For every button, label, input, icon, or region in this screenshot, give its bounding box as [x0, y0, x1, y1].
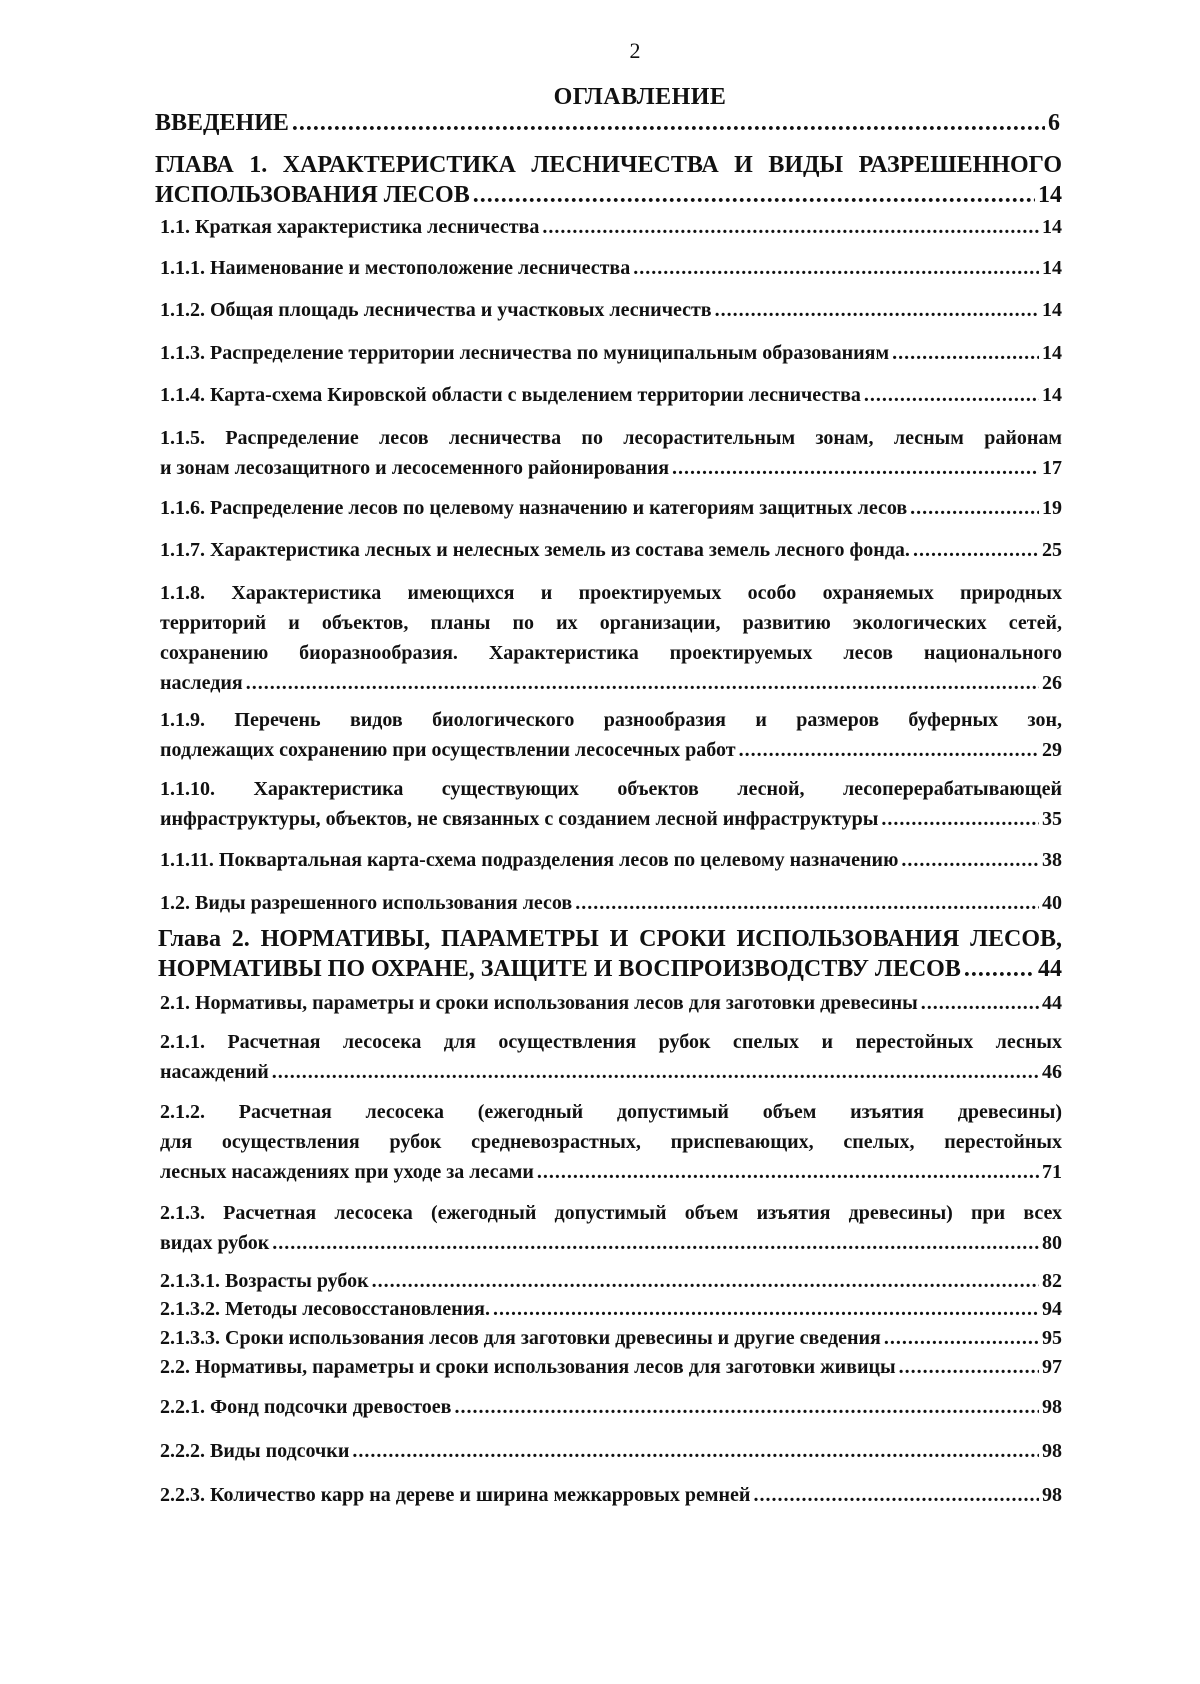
leader-dots	[884, 1323, 1039, 1353]
leader-dots	[864, 380, 1039, 410]
toc-entry-1-1-3[interactable]	[160, 338, 1062, 368]
toc-entry-title: 2.2.2. Виды подсочки	[160, 1440, 350, 1462]
toc-entry-chapter-2[interactable]	[158, 924, 1062, 984]
toc-entry-title: 2.2.3. Количество карр на дереве и ширина межкарровых ремней	[160, 1484, 751, 1506]
toc-entry-page: 95	[1042, 1327, 1062, 1349]
toc-entry-page: 14	[1038, 182, 1062, 208]
toc-entry-2-1-3-2[interactable]	[160, 1294, 1062, 1324]
leader-dots	[372, 1266, 1039, 1296]
toc-entry-line: для осуществления рубок средневозрастных, приспевающих, спелых, перестойных	[160, 1131, 1062, 1153]
toc-entry-2-2-3[interactable]	[160, 1480, 1062, 1510]
toc-entry-page: 26	[1042, 672, 1062, 694]
toc-entry-line: 2.1.2. Расчетная лесосека (ежегодный допустимый объем изъятия древесины)	[160, 1101, 1062, 1123]
toc-entry-title: 1.2. Виды разрешенного использования лесов	[160, 892, 573, 914]
leader-dots	[537, 1157, 1039, 1187]
leader-dots	[493, 1294, 1039, 1324]
toc-entry-line: 1.1.10. Характеристика существующих объектов лесной, лесоперерабатывающей	[160, 778, 1062, 800]
page-number: 2	[629, 38, 641, 63]
leader-dots	[454, 1392, 1039, 1422]
toc-entry-title: ВВЕДЕНИЕ	[155, 110, 289, 136]
toc-entry-2-1-3-3[interactable]	[160, 1323, 1062, 1353]
leader-dots	[892, 338, 1039, 368]
leader-dots	[542, 212, 1039, 242]
toc-entry-title: 1.1. Краткая характеристика лесничества	[160, 216, 540, 238]
toc-entry-2-1[interactable]	[160, 988, 1062, 1018]
toc-entry-page: 14	[1042, 216, 1062, 238]
leader-dots	[292, 108, 1045, 138]
toc-entry-2-1-2[interactable]	[160, 1097, 1062, 1187]
toc-entry-title: насаждений	[160, 1061, 269, 1083]
toc-entry-title: 1.1.6. Распределение лесов по целевому назначению и категориям защитных лесов	[160, 497, 908, 519]
toc-entry-1-1-7[interactable]	[160, 535, 1062, 565]
leader-dots	[352, 1436, 1039, 1466]
toc-entry-title: 1.1.2. Общая площадь лесничества и участковых лесничеств	[160, 299, 712, 321]
toc-entry-title: 1.1.4. Карта-схема Кировской области с выделением территории лесничества	[160, 384, 861, 406]
toc-entry-2-1-3[interactable]	[160, 1198, 1062, 1258]
toc-entry-title: 2.2. Нормативы, параметры и сроки использования лесов для заготовки живицы	[160, 1356, 896, 1378]
leader-dots	[881, 804, 1039, 834]
leader-dots	[575, 888, 1039, 918]
toc-entry-title: ИСПОЛЬЗОВАНИЯ ЛЕСОВ	[155, 182, 470, 208]
toc-entry-page: 19	[1042, 497, 1062, 519]
toc-entry-line: 1.1.9. Перечень видов биологического разнообразия и размеров буферных зон,	[160, 709, 1062, 731]
toc-entry-line: сохранению биоразнообразия. Характеристика проектируемых лесов национального	[160, 642, 1062, 664]
toc-entry-1-1-5[interactable]	[160, 423, 1062, 483]
leader-dots	[272, 1057, 1039, 1087]
toc-entry-chapter-1[interactable]	[155, 150, 1062, 210]
toc-entry-line: территорий и объектов, планы по их организации, развитию экологических сетей,	[160, 612, 1062, 634]
toc-entry-title: инфраструктуры, объектов, не связанных с созданием лесной инфраструктуры	[160, 808, 879, 830]
leader-dots	[672, 453, 1039, 483]
toc-entry-page: 71	[1042, 1161, 1062, 1183]
toc-entry-page: 46	[1042, 1061, 1062, 1083]
toc-entry-title: 2.1. Нормативы, параметры и сроки использования лесов для заготовки древесины	[160, 992, 918, 1014]
toc-entry-line: 1.1.5. Распределение лесов лесничества по лесорастительным зонам, лесным районам	[160, 427, 1062, 449]
leader-dots	[272, 1228, 1039, 1258]
toc-entry-1-1-4[interactable]	[160, 380, 1062, 410]
toc-entry-title: 1.1.7. Характеристика лесных и нелесных земель из состава земель лесного фонда.	[160, 539, 910, 561]
toc-entry-2-1-3-1[interactable]	[160, 1266, 1062, 1296]
toc-entry-page: 6	[1048, 110, 1060, 136]
toc-entry-line: Глава 2. НОРМАТИВЫ, ПАРАМЕТРЫ И СРОКИ ИСПОЛЬЗОВАНИЯ ЛЕСОВ,	[158, 926, 1062, 952]
toc-entry-title: НОРМАТИВЫ ПО ОХРАНЕ, ЗАЩИТЕ И ВОСПРОИЗВОДСТВУ ЛЕСОВ	[158, 956, 961, 982]
toc-entry-1-1-8[interactable]	[160, 578, 1062, 698]
toc-entry-page: 82	[1042, 1270, 1062, 1292]
toc-entry-1-1[interactable]	[160, 212, 1062, 242]
toc-entry-page: 29	[1042, 739, 1062, 761]
toc-title: ОГЛАВЛЕНИЕ	[553, 84, 727, 110]
leader-dots	[246, 668, 1039, 698]
leader-dots	[913, 535, 1039, 565]
leader-dots	[739, 735, 1039, 765]
toc-entry-2-2-1[interactable]	[160, 1392, 1062, 1422]
toc-entry-1-1-11[interactable]	[160, 845, 1062, 875]
leader-dots	[753, 1480, 1039, 1510]
leader-dots	[921, 988, 1039, 1018]
toc-entry-page: 35	[1042, 808, 1062, 830]
toc-entry-page: 38	[1042, 849, 1062, 871]
toc-entry-title: 2.1.3.2. Методы лесовосстановления.	[160, 1298, 490, 1320]
toc-entry-line: ГЛАВА 1. ХАРАКТЕРИСТИКА ЛЕСНИЧЕСТВА И ВИДЫ РАЗРЕШЕННОГО	[155, 152, 1062, 178]
toc-entry-line: 2.1.3. Расчетная лесосека (ежегодный допустимый объем изъятия древесины) при всех	[160, 1202, 1062, 1224]
toc-entry-page: 97	[1042, 1356, 1062, 1378]
toc-entry-1-1-1[interactable]	[160, 253, 1062, 283]
toc-entry-2-1-1[interactable]	[160, 1027, 1062, 1087]
toc-entry-1-1-9[interactable]	[160, 705, 1062, 765]
toc-entry-page: 80	[1042, 1232, 1062, 1254]
toc-entry-line: 1.1.8. Характеристика имеющихся и проектируемых особо охраняемых природных	[160, 582, 1062, 604]
toc-entry-page: 98	[1042, 1440, 1062, 1462]
toc-entry-page: 25	[1042, 539, 1062, 561]
toc-entry-title: видах рубок	[160, 1232, 270, 1254]
toc-entry-2-2-2[interactable]	[160, 1436, 1062, 1466]
toc-entry-page: 14	[1042, 342, 1062, 364]
toc-entry-page: 14	[1042, 384, 1062, 406]
toc-entry-title: подлежащих сохранению при осуществлении лесосечных работ	[160, 739, 736, 761]
leader-dots	[633, 253, 1039, 283]
toc-entry-page: 98	[1042, 1484, 1062, 1506]
toc-entry-title: и зонам лесозащитного и лесосеменного районирования	[160, 457, 670, 479]
toc-entry-2-2[interactable]	[160, 1352, 1062, 1382]
toc-entry-page: 17	[1042, 457, 1062, 479]
toc-entry-introduction[interactable]	[155, 108, 1060, 138]
toc-entry-title: 1.1.1. Наименование и местоположение лесничества	[160, 257, 631, 279]
leader-dots	[899, 1352, 1039, 1382]
toc-entry-title: 2.1.3.3. Сроки использования лесов для заготовки древесины и другие сведения	[160, 1327, 881, 1349]
toc-entry-title: 1.1.3. Распределение территории лесничества по муниципальным образованиям	[160, 342, 890, 364]
toc-entry-title: 2.2.1. Фонд подсочки древостоев	[160, 1396, 452, 1418]
toc-entry-1-1-10[interactable]	[160, 774, 1062, 834]
toc-entry-1-2[interactable]	[160, 888, 1062, 918]
toc-entry-page: 98	[1042, 1396, 1062, 1418]
toc-entry-1-1-2[interactable]	[160, 295, 1062, 325]
toc-entry-page: 40	[1042, 892, 1062, 914]
leader-dots	[473, 180, 1035, 210]
leader-dots	[715, 295, 1039, 325]
toc-entry-page: 14	[1042, 299, 1062, 321]
toc-entry-1-1-6[interactable]	[160, 493, 1062, 523]
leader-dots	[910, 493, 1039, 523]
toc-entry-page: 94	[1042, 1298, 1062, 1320]
toc-entry-line: 2.1.1. Расчетная лесосека для осуществления рубок спелых и перестойных лесных	[160, 1031, 1062, 1053]
toc-entry-title: лесных насаждениях при уходе за лесами	[160, 1161, 534, 1183]
toc-entry-page: 44	[1038, 956, 1062, 982]
toc-entry-title: 1.1.11. Поквартальная карта-схема подразделения лесов по целевому назначению	[160, 849, 899, 871]
toc-entry-title: 2.1.3.1. Возрасты рубок	[160, 1270, 369, 1292]
leader-dots	[964, 954, 1035, 984]
leader-dots	[901, 845, 1039, 875]
toc-entry-page: 14	[1042, 257, 1062, 279]
toc-entry-title: наследия	[160, 672, 243, 694]
toc-entry-page: 44	[1042, 992, 1062, 1014]
